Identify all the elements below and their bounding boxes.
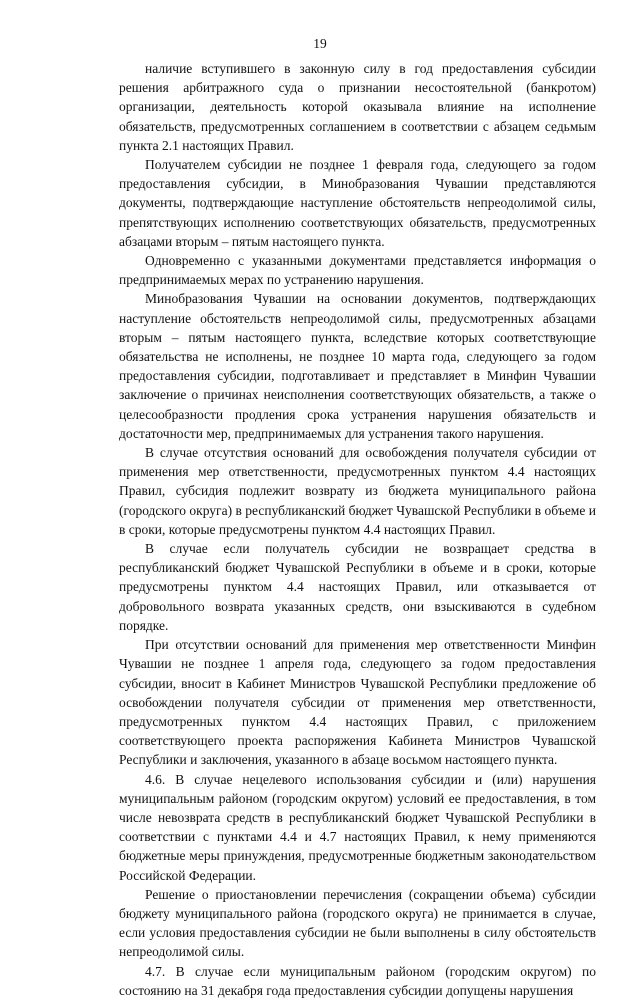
paragraph: 4.7. В случае если муниципальным районом (городским округом) по состоянию на 31 декабря года предоставления субсидии допущены нарушения bbox=[119, 963, 596, 998]
paragraph: В случае если получатель субсидии не возвращает средства в республиканский бюджет Чувашской Республики в объеме и в сроки, которые предусмотрены пунктом 4.4 настоящих Правил, или отказывается от добровольного возврата указанных средств, они взыскиваются в судебном порядке. bbox=[119, 541, 596, 633]
paragraph: Получателем субсидии не позднее 1 февраля года, следующего за годом предоставления субсидии, в Минобразования Чувашии представляются документы, подтверждающие наступление обстоятельств непреодолимой силы, препятствующих исполнению соответствующих обязательств, предусмотренных абзацами вторым – пятым настоящего пункта. bbox=[119, 157, 596, 249]
paragraph: 4.6. В случае нецелевого использования субсидии и (или) нарушения муниципальным районом (городским округом) условий ее предоставления, в том числе невозврата средств в республиканский бюджет Чувашской Республики в соответствии с пунктами 4.4 и 4.7 настоящих Правил, к нему применяются бюджетные меры принуждения, предусмотренные бюджетным законодательством Российской Федерации. bbox=[119, 771, 596, 883]
paragraph: наличие вступившего в законную силу в год предоставления субсидии решения арбитражного суда о признании несостоятельной (банкротом) организации, деятельность которой оказывала влияние на исполнение обязательств, предусмотренных соглашением в соответствии с абзацем седьмым пункта 2.1 настоящих Правил. bbox=[119, 61, 596, 153]
paragraph: Одновременно с указанными документами представляется информация о предпринимаемых мерах по устранению нарушения. bbox=[119, 253, 596, 288]
page-number: 19 bbox=[313, 36, 327, 51]
document-body bbox=[119, 59, 596, 1000]
paragraph: Решение о приостановлении перечисления (сокращении объема) субсидии бюджету муниципального района (городского округа) не принимается в случае, если условия предоставления субсидии не были выполнены в силу обстоятельств непреодолимой силы. bbox=[119, 886, 596, 960]
paragraph: При отсутствии оснований для применения мер ответственности Минфин Чувашии не позднее 1 апреля года, следующего за годом предоставления субсидии, вносит в Кабинет Министров Чувашской Республики предложение об освобождении получателя субсидии от применения мер ответственности, предусмотренных пунктом 4.4 настоящих Правил, с приложением соответствующего проекта распоряжения Кабинета Министров Чувашской Республики и заключения, указанного в абзаце восьмом настоящего пункта. bbox=[119, 637, 596, 768]
paragraph: Минобразования Чувашии на основании документов, подтверждающих наступление обстоятельств непреодолимой силы, предусмотренных абзацами вторым – пятым настоящего пункта, вследствие которых соответствующие обязательства не исполнены, не позднее 10 марта года, следующего за годом предоставления субсидии, подготавливает и представляет в Минфин Чувашии заключение о причинах неисполнения соответствующих обязательств, а также о целесообразности продления срока устранения нарушения обязательств и достаточности мер, предпринимаемых для устранения такого нарушения. bbox=[119, 291, 596, 441]
paragraph: В случае отсутствия оснований для освобождения получателя субсидии от применения мер ответственности, предусмотренных пунктом 4.4 настоящих Правил, субсидия подлежит возврату из бюджета муниципального района (городского округа) в республиканский бюджет Чувашской Республики в объеме и в сроки, которые предусмотрены пунктом 4.4 настоящих Правил. bbox=[119, 445, 596, 537]
